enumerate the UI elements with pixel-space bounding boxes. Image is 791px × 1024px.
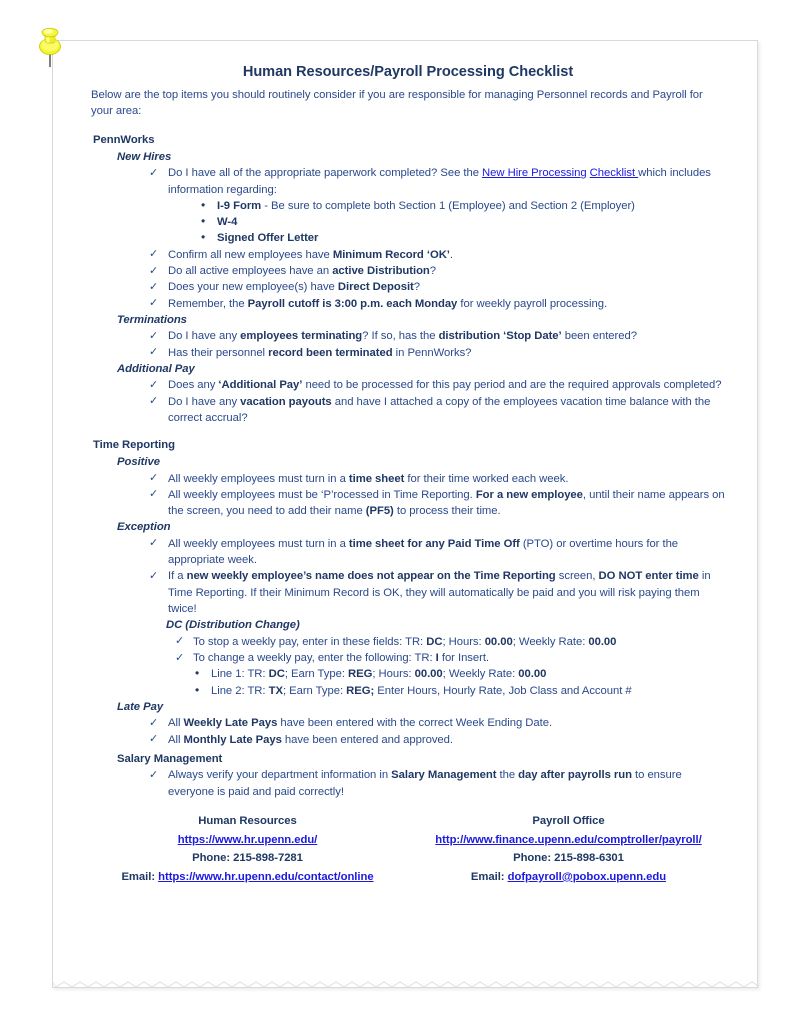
item-text-part: ; Weekly Rate:: [442, 668, 519, 681]
item-text-part: and have I attached a copy of the employees vacation time balance with the correct accrual?: [168, 395, 711, 424]
checklist-exception: [91, 536, 725, 617]
section-heading-pennworks: PennWorks: [93, 133, 155, 146]
item-text-part: ; Hours:: [372, 668, 415, 681]
list-item: [149, 296, 725, 312]
item-text-bold: time sheet: [348, 472, 405, 485]
item-text-part: ; Weekly Rate:: [512, 635, 589, 648]
item-text-bold: new weekly employee’s name does not appear on the Time Reporting: [186, 570, 556, 583]
item-text-part: the: [496, 769, 519, 782]
list-item: [195, 666, 725, 682]
list-item: [149, 732, 725, 748]
checklist-additional-pay: [91, 377, 725, 426]
item-text-bold: day after payrolls run: [518, 769, 632, 782]
check-icon: ✓: [175, 651, 185, 664]
list-item: [149, 394, 725, 427]
subsection-heading-positive: Positive: [117, 456, 160, 469]
contact-name-hr: Human Resources: [198, 814, 297, 827]
item-text-part: Does any: [168, 379, 219, 392]
check-icon: ✓: [149, 768, 159, 781]
item-text-part: in Time Reporting. If their Minimum Record is OK, they will automatically be paid and you will risk paying them twice!: [168, 570, 711, 616]
contact-email-row-payroll: [414, 868, 723, 887]
subsection-heading-additional-pay: Additional Pay: [117, 362, 195, 375]
check-icon: ✓: [149, 472, 159, 485]
contact-url-row-hr: [93, 831, 402, 850]
section-heading-time-reporting: Time Reporting: [93, 439, 175, 452]
checklist-late-pay: [91, 715, 725, 748]
check-icon: ✓: [149, 166, 159, 179]
check-icon: ✓: [149, 733, 159, 746]
item-text-bold: W-4: [217, 216, 238, 229]
item-text-bold: Minimum Record ‘OK’: [332, 248, 450, 261]
contact-email-label-payroll: Email:: [470, 870, 508, 883]
item-text-bold: ‘Additional Pay’: [218, 379, 303, 392]
list-item: [201, 214, 725, 230]
list-item: [149, 165, 725, 198]
contact-name-payroll: Payroll Office: [532, 814, 605, 827]
subsection-heading-dc: DC (Distribution Change): [166, 619, 300, 632]
item-text-part: ; Earn Type:: [282, 684, 347, 697]
check-icon: ✓: [149, 488, 159, 501]
check-icon: ✓: [149, 329, 159, 342]
item-text-part: ?: [429, 265, 437, 277]
list-item: [149, 279, 725, 295]
item-text-bold: I-9 Form: [217, 199, 262, 212]
item-text-part: to ensure everyone is paid and paid correctly!: [168, 769, 682, 798]
document-body: [53, 41, 759, 886]
link-hr-website[interactable]: https://www.hr.upenn.edu/: [177, 833, 318, 846]
contact-email-label-hr: Email:: [121, 870, 159, 883]
subsection-heading-terminations: Terminations: [117, 313, 187, 326]
check-icon: ✓: [149, 716, 159, 729]
item-text-part: Does your new employee(s) have: [168, 281, 338, 294]
link-new-hire-processing-checklist[interactable]: New Hire Processing: [482, 167, 587, 180]
bullet-icon: •: [201, 230, 206, 245]
list-item: [149, 767, 725, 800]
item-text-part: .: [449, 248, 453, 261]
checklist-salary-management: [91, 767, 725, 800]
item-text-part: ? If so, has the: [362, 330, 439, 343]
item-text-part: which includes information regarding:: [168, 167, 711, 196]
check-icon: ✓: [149, 297, 159, 310]
item-text-part: - Be sure to complete both Section 1 (Employee) and Section 2 (Employer): [261, 199, 635, 212]
check-icon: ✓: [149, 537, 159, 550]
item-text-part: All weekly employees must be ‘P’rocessed in Time Reporting.: [168, 488, 476, 501]
link-hr-contact-form[interactable]: https://www.hr.upenn.edu/contact/online: [158, 870, 374, 883]
document-page: [52, 40, 758, 988]
list-item: [149, 247, 725, 263]
checklist-new-hires-cont: [91, 247, 725, 312]
item-text-bold: employees terminating: [240, 330, 363, 343]
page-title: Human Resources/Payroll Processing Checklist: [242, 64, 574, 80]
item-text-bold: DC: [426, 635, 443, 648]
bullet-icon: •: [195, 682, 200, 697]
item-text-part: have been entered and approved.: [281, 733, 453, 746]
contact-email-row-hr: [93, 868, 402, 887]
item-text-part: have been entered with the correct Week Ending Date.: [277, 717, 553, 730]
item-text-bold: DO NOT enter time: [598, 570, 699, 583]
item-text-bold: Monthly Late Pays: [183, 733, 282, 746]
item-text-part: in PennWorks?: [392, 346, 472, 359]
item-text-part: for Insert.: [438, 652, 490, 665]
link-payroll-website[interactable]: http://www.finance.upenn.edu/comptroller/payroll/: [435, 833, 702, 846]
item-text-part: If a: [168, 570, 187, 583]
list-item: [195, 683, 725, 699]
link-new-hire-processing-checklist-cont[interactable]: Checklist: [589, 167, 639, 180]
item-text-bold: time sheet for any Paid Time Off: [348, 537, 520, 550]
item-text-part: All: [168, 717, 184, 730]
item-text-part: Line 2: TR:: [211, 684, 269, 697]
item-text-part: To stop a weekly pay, enter in these fields: TR:: [193, 635, 427, 648]
list-item: [149, 715, 725, 731]
item-text-bold: active Distribution: [332, 265, 430, 277]
item-text-part: All: [168, 733, 184, 746]
contact-block-hr: [93, 812, 408, 886]
item-text-part: ; Hours:: [442, 635, 485, 648]
item-text-part: Do I have any: [168, 395, 241, 408]
item-text-part: To change a weekly pay, enter the following: TR:: [193, 652, 436, 665]
item-text-bold: I: [435, 652, 439, 665]
bullet-icon: •: [195, 666, 200, 681]
item-text-bold: 00.00: [414, 668, 443, 681]
list-item: [149, 328, 725, 344]
item-text-part: Has their personnel: [168, 346, 269, 359]
item-text-bold: Direct Deposit: [337, 281, 414, 294]
item-text-bold: record been terminated: [268, 346, 393, 359]
item-text-bold: DC: [268, 668, 285, 681]
list-item: [149, 487, 725, 520]
item-text-part: All weekly employees must turn in a: [168, 537, 349, 550]
item-text-part: Do all active employees have an: [168, 265, 333, 277]
contact-phone-payroll: Phone: 215-898-6301: [513, 852, 624, 865]
item-text-part: Do I have any: [168, 330, 241, 343]
contact-phone-hr: Phone: 215-898-7281: [192, 852, 303, 865]
item-text-bold: TX: [268, 684, 283, 697]
intro-paragraph: Below are the top items you should routinely consider if you are responsible for managing Personnel records and Payroll for your area:: [91, 89, 703, 118]
item-text-part: to process their time.: [393, 505, 501, 518]
check-icon: ✓: [149, 264, 159, 277]
item-text-part: been entered?: [561, 330, 637, 343]
item-text-bold: Salary Management: [391, 769, 497, 782]
check-icon: ✓: [149, 248, 159, 261]
item-text-bold: 00.00: [518, 668, 547, 681]
check-icon: ✓: [149, 378, 159, 391]
subsection-heading-late-pay: Late Pay: [117, 700, 164, 713]
bullet-icon: •: [201, 197, 206, 212]
subsection-heading-new-hires: New Hires: [117, 150, 172, 163]
checklist-positive: [91, 471, 725, 520]
item-text-part: ?: [413, 281, 420, 294]
bullet-list-dc-lines: [91, 666, 725, 699]
list-item: [149, 568, 725, 617]
bullet-list-new-hire-forms: [91, 198, 725, 247]
contacts-footer: [91, 812, 725, 886]
list-item: [201, 198, 725, 214]
list-item: [175, 650, 725, 666]
contact-url-row-payroll: [414, 831, 723, 850]
list-item: [149, 377, 725, 393]
item-text-bold: 00.00: [588, 635, 617, 648]
item-text-bold: 00.00: [484, 635, 513, 648]
subsection-heading-salary-management: Salary Management: [117, 752, 223, 765]
item-text-bold: REG: [348, 668, 373, 681]
check-icon: ✓: [149, 395, 159, 408]
item-text-bold: (PF5): [365, 505, 394, 518]
item-text-part: for weekly payroll processing.: [457, 297, 608, 310]
torn-paper-edge: [52, 981, 759, 995]
list-item: [149, 345, 725, 361]
check-icon: ✓: [149, 346, 159, 359]
check-icon: ✓: [175, 635, 185, 648]
item-text-bold: vacation payouts: [240, 395, 332, 408]
item-text-part: , until their name appears on the screen, you need to add their name: [168, 488, 725, 518]
list-item: [149, 263, 725, 279]
check-icon: ✓: [149, 569, 159, 582]
bullet-icon: •: [201, 214, 206, 229]
contact-block-payroll: [408, 812, 723, 886]
item-text-part: Confirm all new employees have: [168, 248, 333, 261]
item-text-bold: distribution ‘Stop Date’: [438, 330, 562, 343]
subsection-heading-exception: Exception: [117, 521, 171, 534]
list-item: [149, 471, 725, 487]
list-item: [149, 536, 725, 569]
check-icon: ✓: [149, 280, 159, 293]
item-text-part: for their time worked each week.: [404, 472, 569, 485]
item-text-part: Remember, the: [168, 297, 248, 310]
item-text-part: Always verify your department information in: [168, 769, 392, 782]
item-text-part: screen,: [555, 570, 599, 583]
link-payroll-email[interactable]: dofpayroll@pobox.upenn.edu: [507, 870, 667, 883]
checklist-dc: [91, 634, 725, 667]
checklist-terminations: [91, 328, 725, 361]
item-text-bold: Payroll cutoff is 3:00 p.m. each Monday: [247, 297, 458, 310]
item-text-bold: REG;: [346, 684, 375, 697]
item-text-bold: For a new employee: [475, 488, 583, 501]
item-text-part: (PTO) or overtime hours for the appropriate week.: [168, 537, 679, 567]
item-text-bold: Signed Offer Letter: [217, 232, 319, 245]
item-text-part: Enter Hours, Hourly Rate, Job Class and Account #: [374, 684, 632, 697]
item-text-part: ; Earn Type:: [284, 668, 349, 681]
item-text-part: All weekly employees must turn in a: [168, 472, 349, 485]
item-text-part: Line 1: TR:: [211, 668, 269, 681]
item-text-bold: Weekly Late Pays: [183, 717, 278, 730]
item-text-part: Do I have all of the appropriate paperwork completed? See the: [168, 167, 483, 180]
checklist-new-hires: [91, 165, 725, 198]
pushpin-icon: [33, 23, 67, 71]
item-text-part: need to be processed for this pay period and are the required approvals completed?: [302, 379, 722, 392]
list-item: [201, 230, 725, 246]
list-item: [175, 634, 725, 650]
